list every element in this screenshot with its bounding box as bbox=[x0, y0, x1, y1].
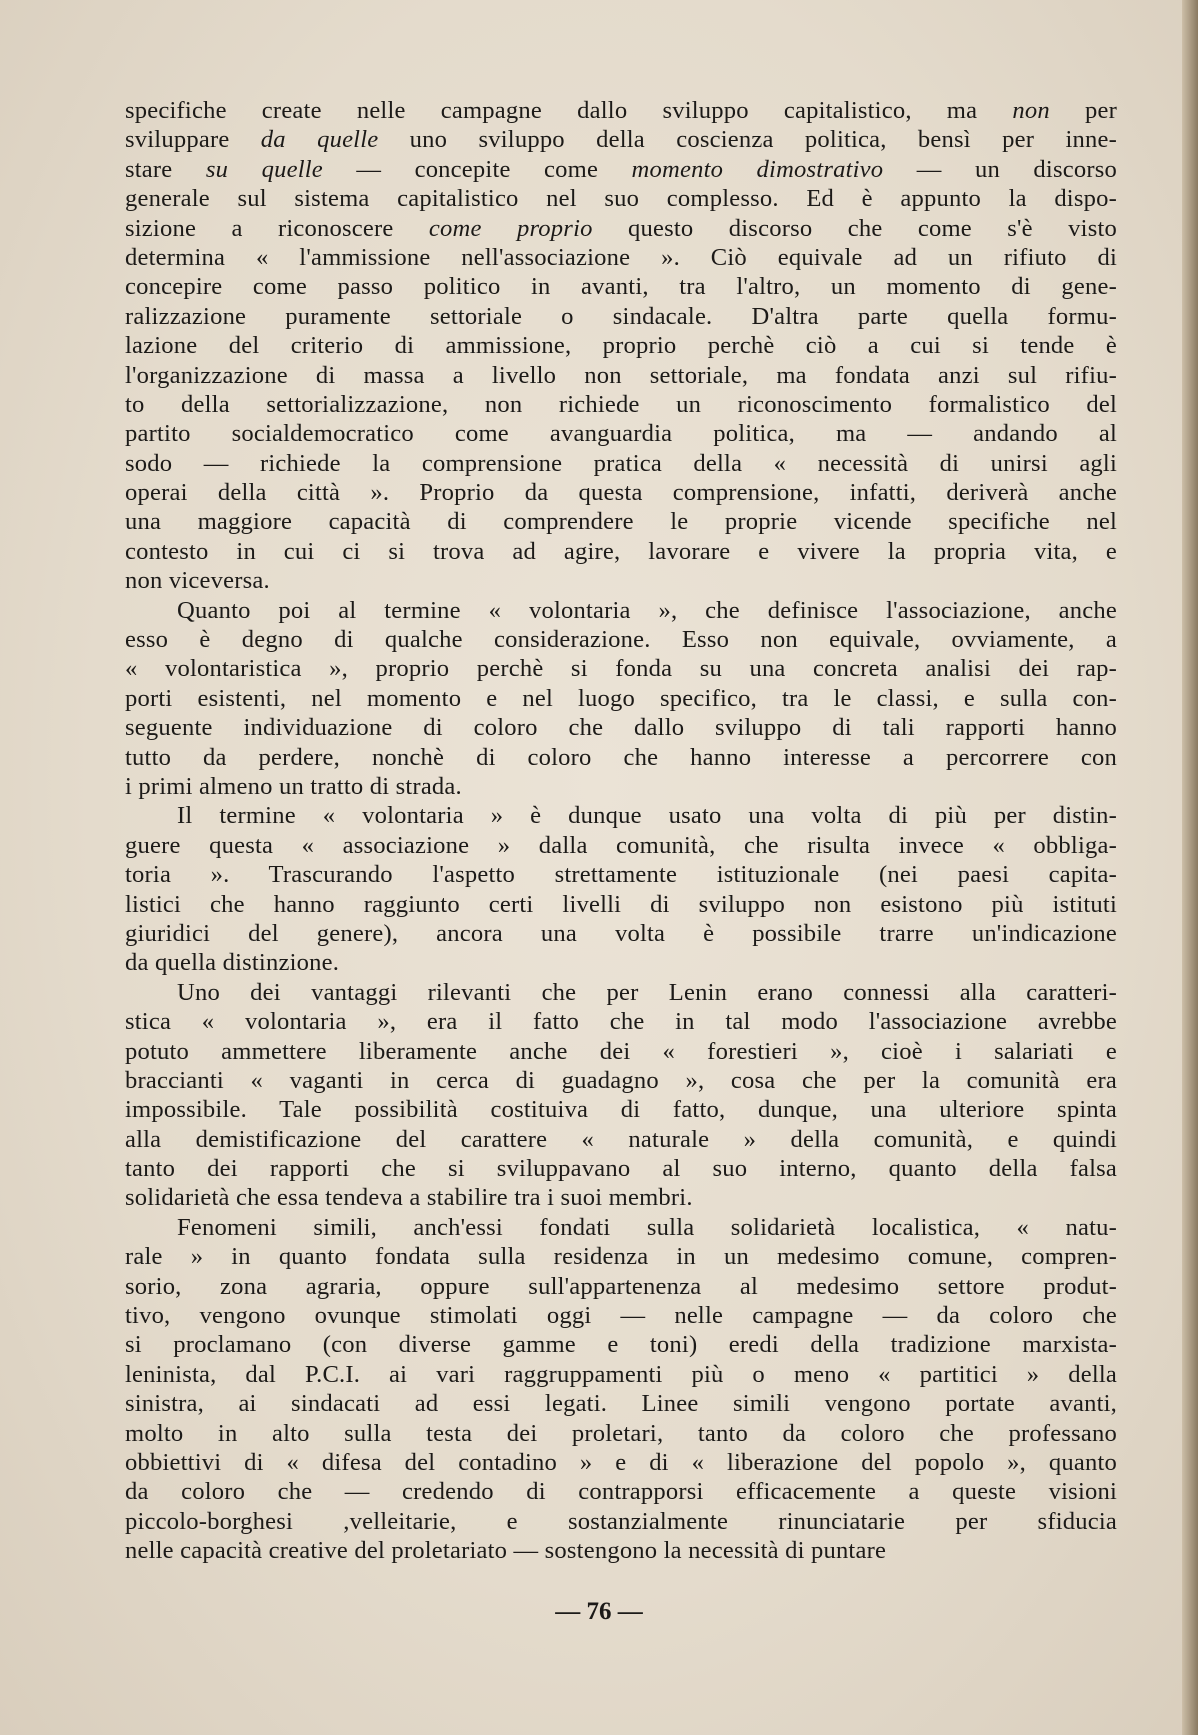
text-span: « volontaristica », proprio perchè si fonda su una concreta analisi dei rap- bbox=[125, 655, 1117, 683]
text-span: sinistra, ai sindacati ad essi legati. Linee simili vengono portate avanti, bbox=[125, 1390, 1117, 1418]
text-line bbox=[125, 948, 1117, 977]
page-edge-shadow bbox=[1182, 0, 1198, 1735]
paragraph bbox=[125, 801, 1117, 977]
text-span: specifiche create nelle campagne dallo sviluppo capitalistico, ma bbox=[125, 97, 1013, 124]
text-line bbox=[125, 772, 1117, 801]
text-span: sviluppare bbox=[125, 126, 261, 154]
text-span: toria ». Trascurando l'aspetto strettamente istituzionale (nei paesi capita- bbox=[125, 861, 1117, 889]
text-span: da coloro che — credendo di contrapporsi efficacemente a queste visioni bbox=[125, 1478, 1117, 1506]
text-span: leninista, dal P.C.I. ai vari raggruppamenti più o meno « partitici » della bbox=[125, 1360, 1117, 1388]
text-span: seguente individuazione di coloro che dallo sviluppo di tali rapporti hanno bbox=[125, 714, 1117, 742]
text-span: partito socialdemocratico come avanguardia politica, ma — andando al bbox=[125, 420, 1117, 448]
text-span: guere questa « associazione » dalla comunità, che risulta invece « obbliga- bbox=[125, 831, 1117, 859]
text-span: Fenomeni simili, anch'essi fondati sulla solidarietà localistica, « natu- bbox=[177, 1213, 1117, 1241]
text-span: porti esistenti, nel momento e nel luogo specifico, tra le classi, e sulla con- bbox=[125, 684, 1117, 712]
text-line bbox=[125, 214, 1117, 243]
text-line bbox=[125, 537, 1117, 566]
text-span: determina « l'ammissione nell'associazione ». Ciò equivale ad un rifiuto di bbox=[125, 243, 1117, 271]
text-span: operai della città ». Proprio da questa comprensione, infatti, deriverà anche bbox=[125, 479, 1117, 507]
text-line bbox=[125, 654, 1117, 683]
text-span: listici che hanno raggiunto certi livelli di sviluppo non esistono più istituti bbox=[125, 890, 1117, 918]
text-span: ralizzazione puramente settoriale o sindacale. D'altra parte quella formu- bbox=[125, 302, 1117, 330]
paragraph bbox=[125, 1213, 1117, 1566]
text-line bbox=[125, 978, 1117, 1007]
text-span: piccolo-borghesi ,velleitarie, e sostanzialmente rinunciatarie per sfiducia bbox=[125, 1507, 1117, 1535]
text-line bbox=[125, 1301, 1117, 1330]
text-line bbox=[125, 625, 1117, 654]
text-line bbox=[125, 184, 1117, 213]
italic-span: su quelle bbox=[205, 155, 323, 183]
text-span: i primi almeno un tratto di strada. bbox=[125, 772, 462, 800]
paragraph bbox=[125, 96, 1117, 596]
text-span: alla demistificazione del carattere « naturale » della comunità, e quindi bbox=[125, 1125, 1117, 1153]
text-span: concepire come passo politico in avanti, tra l'altro, un momento di gene- bbox=[125, 273, 1117, 301]
text-line bbox=[125, 302, 1117, 331]
text-line bbox=[125, 1272, 1117, 1301]
text-line bbox=[125, 1007, 1117, 1036]
text-span: questo discorso che come s'è visto bbox=[592, 214, 1118, 242]
text-span: non viceversa. bbox=[125, 567, 270, 595]
text-line bbox=[125, 1125, 1117, 1154]
text-line bbox=[125, 713, 1117, 742]
text-span: l'organizzazione di massa a livello non settoriale, ma fondata anzi sul rifiu- bbox=[125, 361, 1117, 389]
text-span: una maggiore capacità di comprendere le proprie vicende specifiche nel bbox=[125, 508, 1117, 536]
text-line bbox=[125, 1242, 1117, 1271]
text-line bbox=[125, 390, 1117, 419]
text-span: giuridici del genere), ancora una volta è possibile trarre un'indicazione bbox=[125, 919, 1117, 947]
text-span: sodo — richiede la comprensione pratica della « necessità di unirsi agli bbox=[125, 449, 1117, 477]
text-line bbox=[125, 272, 1117, 301]
paragraph bbox=[125, 596, 1117, 802]
text-line bbox=[125, 1095, 1117, 1124]
text-line bbox=[125, 919, 1117, 948]
text-line bbox=[125, 1360, 1117, 1389]
text-line bbox=[125, 566, 1117, 595]
text-line bbox=[125, 507, 1117, 536]
text-span: generale sul sistema capitalistico nel suo complesso. Ed è appunto la dispo- bbox=[125, 185, 1117, 213]
text-line bbox=[125, 478, 1117, 507]
text-span: tutto da perdere, nonchè di coloro che hanno interesse a percorrere con bbox=[125, 743, 1117, 771]
text-line bbox=[125, 331, 1117, 360]
text-span: da quella distinzione. bbox=[125, 949, 340, 977]
italic-span: da quelle bbox=[260, 126, 379, 154]
text-line bbox=[125, 1154, 1117, 1183]
text-span: stica « volontaria », era il fatto che in tal modo l'associazione avrebbe bbox=[125, 1008, 1117, 1036]
text-line bbox=[125, 449, 1117, 478]
text-span: solidarietà che essa tendeva a stabilire tra i suoi membri. bbox=[125, 1184, 693, 1212]
text-line bbox=[125, 684, 1117, 713]
text-line bbox=[125, 1419, 1117, 1448]
text-line bbox=[125, 801, 1117, 830]
text-span: potuto ammettere liberamente anche dei « forestieri », cioè i salariati e bbox=[125, 1037, 1117, 1065]
text-line bbox=[125, 1477, 1117, 1506]
text-span: Quanto poi al termine « volontaria », che definisce l'associazione, anche bbox=[177, 596, 1117, 624]
text-line bbox=[125, 125, 1117, 154]
text-span: tivo, vengono ovunque stimolati oggi — nelle campagne — da coloro che bbox=[125, 1302, 1117, 1330]
text-span: impossibile. Tale possibilità costituiva di fatto, dunque, una ulteriore spinta bbox=[125, 1096, 1117, 1124]
text-span: sorio, zona agraria, oppure sull'appartenenza al medesimo settore produt- bbox=[125, 1272, 1117, 1300]
text-span: contesto in cui ci si trova ad agire, lavorare e vivere la propria vita, e bbox=[125, 537, 1117, 565]
text-span: rale » in quanto fondata sulla residenza in un medesimo comune, compren- bbox=[125, 1243, 1117, 1271]
text-span: esso è degno di qualche considerazione. Esso non equivale, ovviamente, a bbox=[125, 626, 1117, 654]
text-line bbox=[125, 243, 1117, 272]
text-line bbox=[125, 155, 1117, 184]
text-line bbox=[125, 1066, 1117, 1095]
text-span: nelle capacità creative del proletariato — sostengono la necessità di puntare bbox=[125, 1537, 887, 1565]
text-line bbox=[125, 1448, 1117, 1477]
text-span: tanto dei rapporti che si sviluppavano al suo interno, quanto della falsa bbox=[125, 1155, 1117, 1183]
text-span: braccianti « vaganti in cerca di guadagno », cosa che per la comunità era bbox=[125, 1066, 1117, 1094]
text-span: per bbox=[1049, 97, 1118, 124]
text-span: lazione del criterio di ammissione, proprio perchè ciò a cui si tende è bbox=[125, 332, 1117, 360]
text-line bbox=[125, 860, 1117, 889]
text-line bbox=[125, 1183, 1117, 1212]
italic-span: momento dimostrativo bbox=[631, 155, 884, 183]
text-span: sizione a riconoscere bbox=[125, 214, 429, 242]
text-line bbox=[125, 361, 1117, 390]
text-line bbox=[125, 1536, 1117, 1565]
text-line bbox=[125, 1330, 1117, 1359]
text-line bbox=[125, 419, 1117, 448]
text-span: molto in alto sulla testa dei proletari, tanto da coloro che professano bbox=[125, 1419, 1117, 1447]
body-text bbox=[125, 96, 1117, 1566]
text-line bbox=[125, 1213, 1117, 1242]
text-span: obbiettivi di « difesa del contadino » e di « liberazione del popolo », quanto bbox=[125, 1448, 1117, 1476]
text-span: to della settorializzazione, non richiede un riconoscimento formalistico del bbox=[125, 390, 1117, 418]
text-span: Il termine « volontaria » è dunque usato una volta di più per distin- bbox=[177, 802, 1117, 830]
italic-span: non bbox=[1012, 97, 1050, 124]
text-span: Uno dei vantaggi rilevanti che per Lenin erano connessi alla caratteri- bbox=[177, 978, 1117, 1006]
text-line bbox=[125, 96, 1117, 125]
text-span: uno sviluppo della coscienza politica, bensì per inne- bbox=[378, 126, 1117, 154]
text-span: si proclamano (con diverse gamme e toni) eredi della tradizione marxista- bbox=[125, 1331, 1117, 1359]
page-number: — 76 — bbox=[555, 1598, 643, 1625]
text-line bbox=[125, 1037, 1117, 1066]
text-line bbox=[125, 1507, 1117, 1536]
text-line bbox=[125, 596, 1117, 625]
text-line bbox=[125, 890, 1117, 919]
italic-span: come proprio bbox=[428, 214, 593, 242]
paragraph bbox=[125, 978, 1117, 1213]
text-span: — concepite come bbox=[322, 155, 632, 183]
text-span: — un discorso bbox=[883, 155, 1117, 183]
text-line bbox=[125, 831, 1117, 860]
text-span: stare bbox=[125, 155, 206, 183]
text-line bbox=[125, 1389, 1117, 1418]
text-line bbox=[125, 743, 1117, 772]
